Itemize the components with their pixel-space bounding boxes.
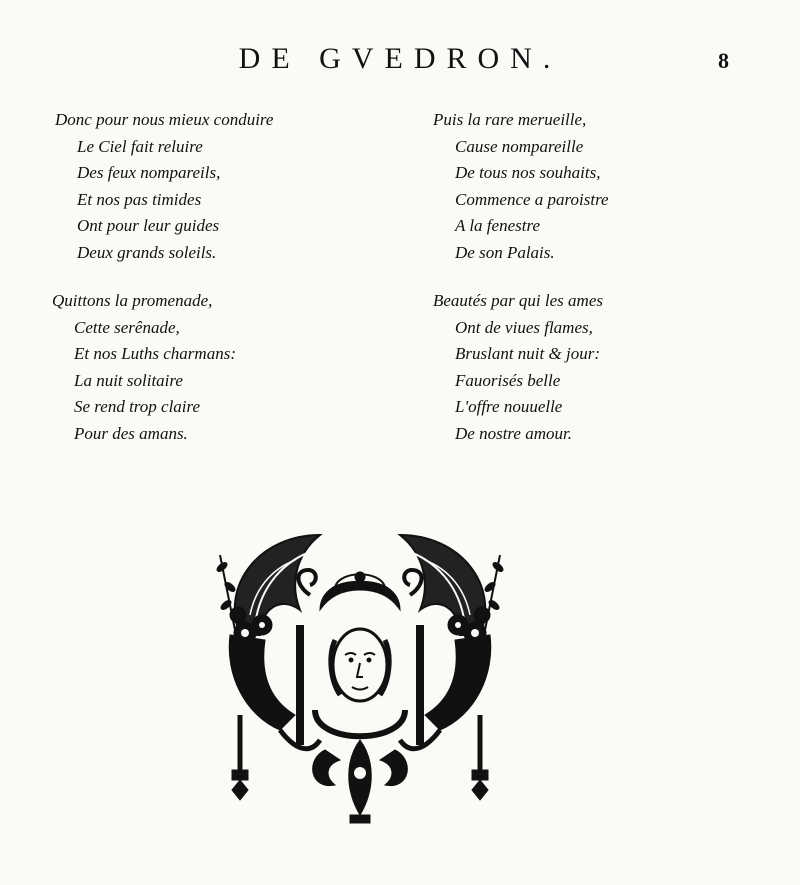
- verse-line: Puis la rare merueille,: [433, 110, 587, 129]
- verse-line: Quittons la promenade,: [52, 291, 213, 310]
- stanza-1: [55, 107, 273, 266]
- verse-line: Se rend trop claire: [74, 397, 201, 416]
- running-title: DE GVEDRON.: [238, 42, 562, 75]
- verse-line: Des feux nompareils,: [77, 163, 221, 182]
- stanza-4: [433, 288, 603, 447]
- verse-line: De tous nos souhaits,: [455, 163, 601, 182]
- verse-line: Ont pour leur guides: [77, 216, 220, 235]
- verse-line: Et nos pas timides: [77, 189, 202, 209]
- verse-line: De son Palais.: [455, 242, 555, 262]
- verse-line: Commence a paroistre: [455, 189, 609, 209]
- verse-line: Donc pour nous mieux conduire: [55, 110, 274, 129]
- verse-line: Le Ciel fait reluire: [77, 136, 203, 156]
- verse-line: A la fenestre: [455, 216, 540, 235]
- verse-line: Bruslant nuit & jour:: [455, 344, 600, 363]
- verse-line: Beautés par qui les ames: [433, 291, 603, 310]
- verse-line: La nuit solitaire: [74, 370, 183, 390]
- stanza-3: [52, 288, 236, 447]
- verse-line: Cette serênade,: [74, 317, 180, 337]
- tailpiece-ornament-icon: [200, 515, 520, 825]
- verse-line: De nostre amour.: [455, 423, 572, 443]
- verse-line: Pour des amans.: [74, 423, 188, 443]
- verse-line: Ont de viues flames,: [455, 317, 593, 337]
- verse-line: Et nos Luths charmans:: [74, 344, 236, 363]
- verse-line: Deux grands soleils.: [77, 242, 217, 262]
- verse-line: Fauorisés belle: [455, 370, 561, 390]
- verse-line: Cause nompareille: [455, 136, 584, 156]
- page-number: 8: [718, 48, 729, 73]
- verse-line: L'offre nouuelle: [455, 397, 563, 416]
- stanza-2: [433, 107, 609, 266]
